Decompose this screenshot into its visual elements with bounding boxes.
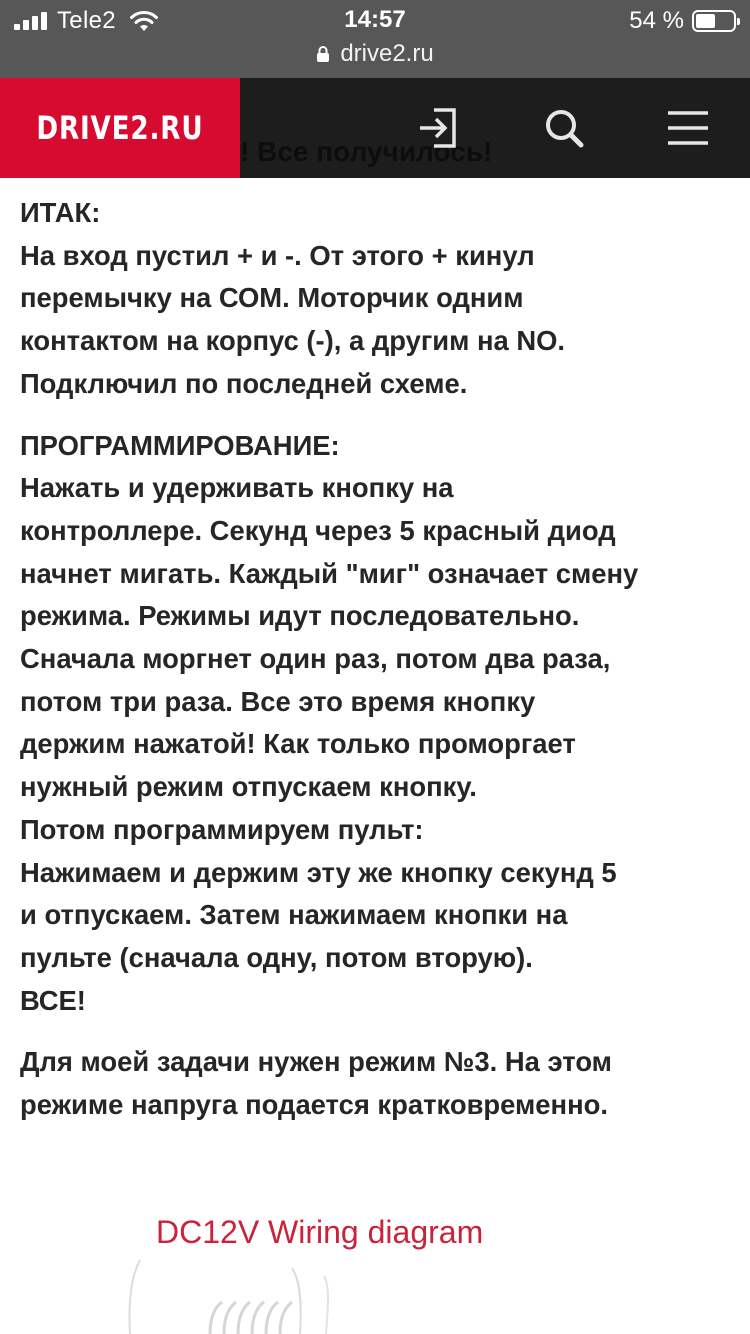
login-button[interactable] (414, 104, 462, 152)
paragraph-itak (20, 192, 732, 406)
text-line: Подключил по последней схеме. (20, 367, 468, 399)
text-line: ПРОГРАММИРОВАНИЕ: (20, 429, 340, 461)
search-icon (540, 104, 588, 152)
logo-text: DRIVE2.RU (36, 109, 204, 147)
wiring-diagram-drawing (0, 1190, 750, 1334)
text-line: ВСЕ! (20, 984, 86, 1016)
post-title-behind-header: ! Все получилось! (240, 136, 493, 167)
paragraph-mode (20, 1041, 732, 1126)
address-bar[interactable] (0, 38, 750, 70)
login-icon (414, 104, 462, 152)
battery-icon (692, 10, 736, 32)
text-line: Потом программируем пульт: (20, 813, 424, 845)
text-line: Сначала моргнет один раз, потом два раза, (20, 643, 611, 675)
text-line: пульте (сначала одну, потом вторую). (20, 941, 533, 973)
lock-icon (316, 45, 330, 63)
text-line: На вход пустил + и -. От этого + кинул (20, 239, 535, 271)
text-line: потом три раза. Все это время кнопку (20, 685, 536, 717)
drive2-logo[interactable] (0, 78, 240, 178)
site-header (0, 78, 750, 178)
diagram-title: DC12V Wiring diagram (156, 1214, 484, 1250)
menu-button[interactable] (664, 104, 712, 152)
text-line: режиме напруга подается кратковременно. (20, 1089, 608, 1121)
text-line: Нажать и удерживать кнопку на (20, 472, 454, 504)
text-line: ИТАК: (20, 197, 101, 228)
text-line: Нажимаем и держим эту же кнопку секунд 5 (20, 856, 617, 888)
status-right (629, 6, 736, 36)
status-bar (0, 0, 750, 78)
battery-percent: 54 % (629, 7, 684, 34)
text-line: нужный режим отпускаем кнопку. (20, 771, 477, 803)
text-line: держим нажатой! Как только проморгает (20, 728, 576, 760)
menu-icon (664, 104, 712, 152)
article-body (20, 192, 732, 1146)
text-line: и отпускаем. Затем нажимаем кнопки на (20, 899, 568, 931)
paragraph-programming (20, 425, 732, 1023)
carrier-name: Tele2 (57, 7, 116, 34)
text-line: Для моей задачи нужен режим №3. На этом (20, 1046, 612, 1078)
text-line: контроллере. Секунд через 5 красный диод (20, 514, 616, 546)
text-line: начнет мигать. Каждый "миг" означает смену (20, 557, 639, 589)
text-line: режима. Режимы идут последовательно. (20, 600, 580, 632)
url-text: drive2.ru (340, 40, 434, 67)
wiring-diagram-image[interactable] (0, 1190, 750, 1334)
search-button[interactable] (540, 104, 588, 152)
text-line: перемычку на СОМ. Моторчик одним (20, 282, 524, 314)
text-line: контактом на корпус (-), а другим на NO. (20, 325, 566, 357)
clock: 14:57 (344, 6, 406, 33)
